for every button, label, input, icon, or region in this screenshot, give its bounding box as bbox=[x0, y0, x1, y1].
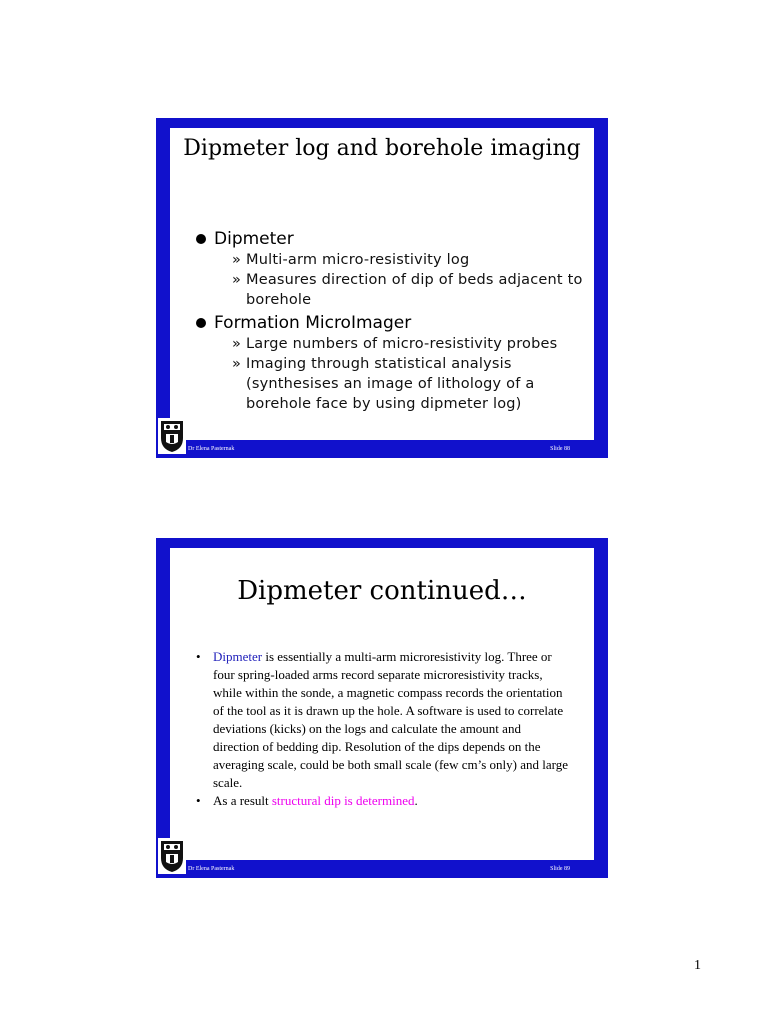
sub-bullet: » Multi-arm micro-resistivity log bbox=[232, 252, 470, 268]
page-number: 1 bbox=[694, 958, 701, 973]
bullet-list bbox=[196, 228, 584, 414]
raquo-icon: » bbox=[232, 356, 242, 372]
footer-slide-number: Slide 89 bbox=[550, 866, 570, 872]
raquo-icon: » bbox=[232, 272, 242, 288]
university-crest-icon bbox=[158, 838, 186, 874]
bullet-dot-icon: • bbox=[196, 793, 201, 808]
footer-slide-number: Slide 88 bbox=[550, 446, 570, 452]
sub-bullet: » Imaging through statistical analysis (synthesises an image of lithology of a borehole face by using dipmeter log) bbox=[232, 356, 535, 412]
raquo-icon: » bbox=[232, 252, 242, 268]
bullet-paragraph: • Dipmeter is essentially a multi-arm microresistivity log. Three or four spring-loaded arms record separate microresistivity tracks, while within the sonde, a magnetic compass records the orientation of the tool as it is drawn up the hole. A software is used to correlate deviations (kicks) on the logs and calculate the amount and direction of bedding dip. Resolution of the dips depends on the averaging scale, could be both small scale (few cm’s only) and large scale. bbox=[196, 649, 568, 790]
slide-footer bbox=[188, 444, 600, 456]
slide-title: Dipmeter continued… bbox=[237, 576, 527, 606]
slide-88 bbox=[156, 118, 608, 458]
sub-bullet: » Measures direction of dip of beds adjacent to borehole bbox=[232, 272, 583, 308]
slide-content bbox=[170, 548, 594, 860]
bullet-dot-icon: • bbox=[196, 649, 201, 664]
bullet-dot-icon bbox=[196, 234, 206, 244]
sub-bullet: » Large numbers of micro-resistivity probes bbox=[232, 336, 558, 352]
bullet-heading: Dipmeter bbox=[196, 228, 584, 250]
bullet-dot-icon bbox=[196, 318, 206, 328]
slide-content bbox=[170, 128, 594, 440]
university-crest-icon bbox=[158, 418, 186, 454]
slide-89 bbox=[156, 538, 608, 878]
bullet-paragraph: • As a result structural dip is determined. bbox=[196, 793, 418, 808]
bullet-heading: Formation MicroImager bbox=[196, 312, 584, 334]
raquo-icon: » bbox=[232, 336, 242, 352]
highlight-term: Dipmeter bbox=[213, 649, 263, 664]
footer-author: Dr Elena Pasternak bbox=[188, 866, 235, 872]
slide-title: Dipmeter log and borehole imaging bbox=[183, 136, 581, 161]
slide-footer bbox=[188, 864, 600, 876]
highlight-phrase: structural dip is determined bbox=[271, 793, 415, 808]
bullet-list bbox=[196, 648, 568, 810]
footer-author: Dr Elena Pasternak bbox=[188, 446, 235, 452]
